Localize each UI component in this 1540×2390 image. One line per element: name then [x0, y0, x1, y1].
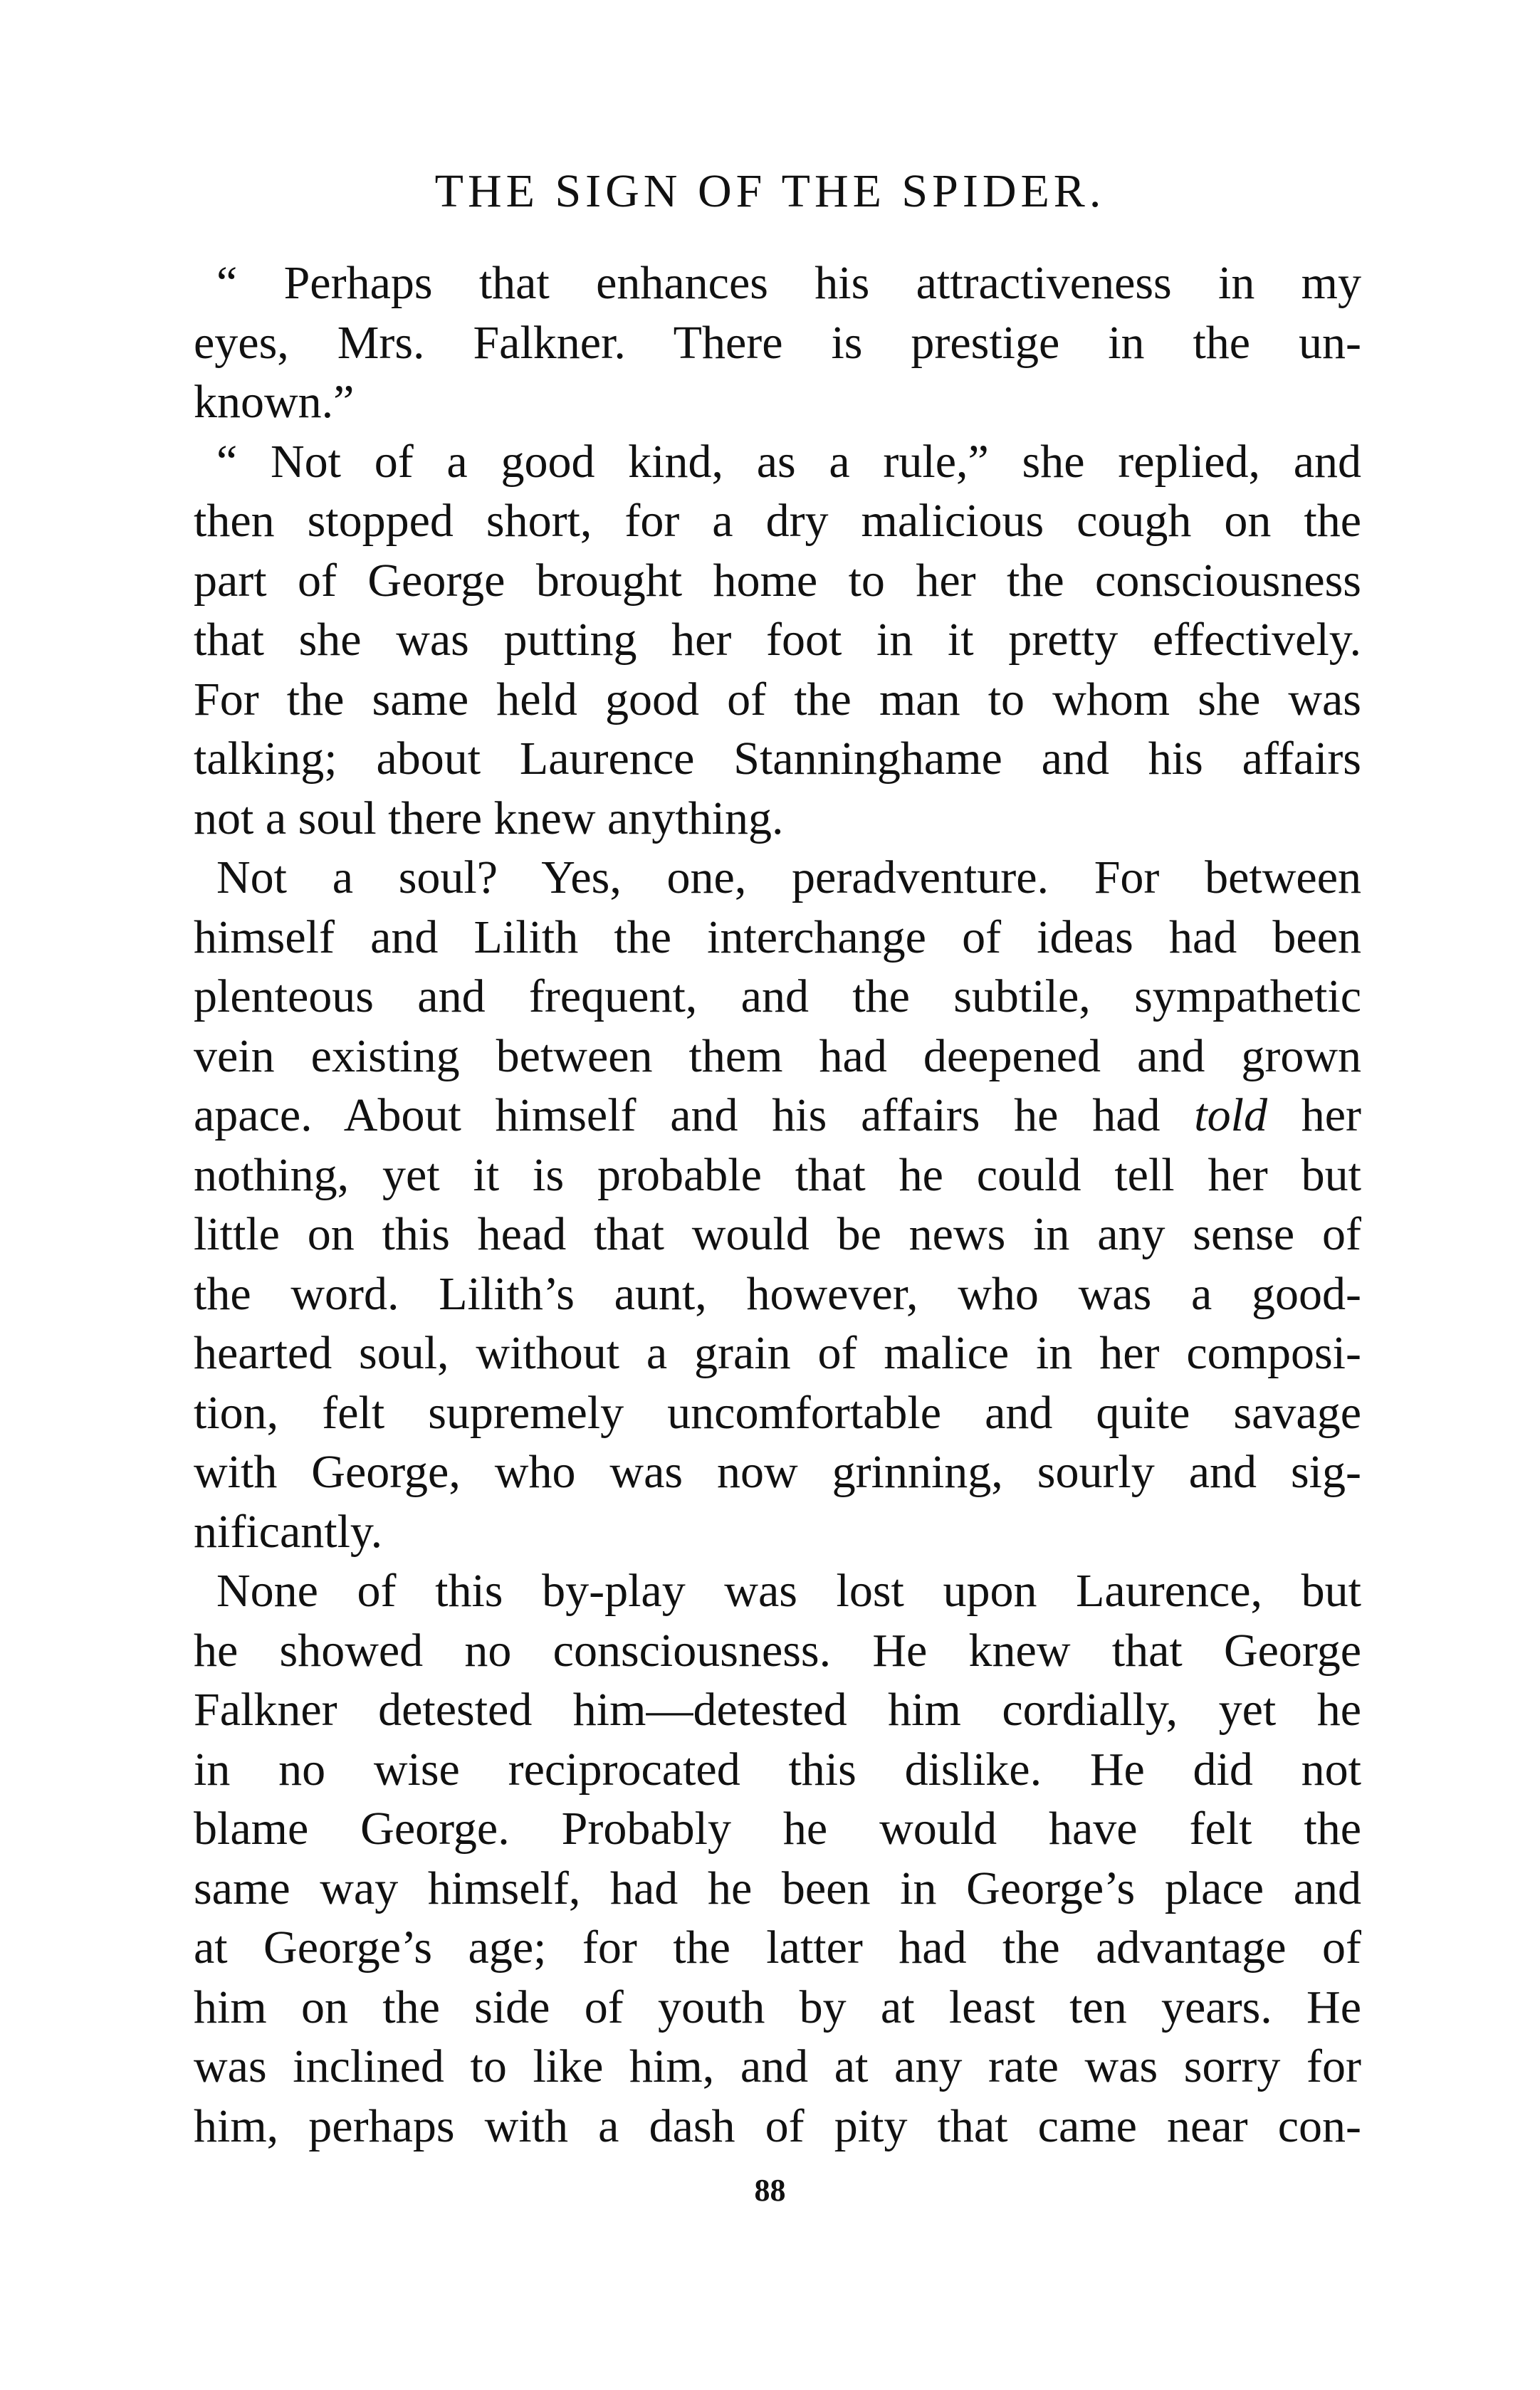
- text-line: vein existing between them had deepened and grown: [194, 1029, 1361, 1082]
- text-line: “ Perhaps that enhances his attractiveness in my: [216, 257, 1361, 309]
- text-line: not a soul there knew anything.: [194, 792, 784, 844]
- text-segment: her: [1267, 1089, 1361, 1141]
- text-line: Not a soul? Yes, one, peradventure. For between: [216, 851, 1361, 903]
- text-segment: apace. About himself and his affairs he had: [194, 1089, 1195, 1141]
- text-line: eyes, Mrs. Falkner. There is prestige in the un-: [194, 316, 1361, 369]
- text-line: part of George brought home to her the consciousness: [194, 554, 1361, 607]
- text-line: in no wise reciprocated this dislike. He did not: [194, 1743, 1361, 1796]
- text-line: then stopped short, for a dry malicious cough on the: [194, 495, 1361, 547]
- text-line: tion, felt supremely uncomfortable and quite savage: [194, 1386, 1361, 1439]
- text-line: him on the side of youth by at least ten years. He: [194, 1981, 1361, 2033]
- text-line: hearted soul, without a grain of malice in her composi-: [194, 1327, 1361, 1379]
- text-line: known.”: [194, 376, 355, 428]
- text-line: plenteous and frequent, and the subtile, sympathetic: [194, 970, 1361, 1022]
- text-line: Falkner detested him—detested him cordially, yet he: [194, 1684, 1361, 1736]
- text-line: him, perhaps with a dash of pity that came near con-: [194, 2100, 1361, 2152]
- page-number: 88: [754, 2173, 786, 2208]
- text-line: was inclined to like him, and at any rate was sorry for: [194, 2040, 1361, 2092]
- text-line-with-italic: [194, 1086, 1361, 1146]
- text-line: he showed no consciousness. He knew that George: [194, 1624, 1361, 1677]
- text-line: For the same held good of the man to whom she was: [194, 673, 1361, 725]
- text-line: himself and Lilith the interchange of ideas had been: [194, 911, 1361, 963]
- text-line: at George’s age; for the latter had the advantage of: [194, 1922, 1361, 1974]
- text-line: nificantly.: [194, 1505, 383, 1558]
- text-line: talking; about Laurence Stanninghame and his affairs: [194, 733, 1361, 785]
- text-line: with George, who was now grinning, sourly and sig-: [194, 1446, 1361, 1498]
- paragraph-2: [194, 432, 1361, 849]
- paragraph-4: [194, 1561, 1361, 2156]
- text-line: little on this head that would be news in any sense of: [194, 1208, 1361, 1260]
- body-text: [194, 253, 1361, 2156]
- italic-word: told: [1194, 1089, 1267, 1141]
- text-line: nothing, yet it is probable that he could tell her but: [194, 1148, 1361, 1201]
- text-line: None of this by-play was lost upon Laurence, but: [216, 1565, 1361, 1617]
- paragraph-3: [194, 848, 1361, 1561]
- text-line: the word. Lilith’s aunt, however, who was a good-: [194, 1267, 1361, 1320]
- text-line: “ Not of a good kind, as a rule,” she replied, and: [216, 435, 1361, 488]
- text-line: blame George. Probably he would have felt the: [194, 1803, 1361, 1855]
- paragraph-1: [194, 253, 1361, 432]
- text-line: same way himself, had he been in George’s place and: [194, 1862, 1361, 1914]
- text-line: that she was putting her foot in it pretty effectively.: [194, 614, 1361, 666]
- running-head: THE SIGN OF THE SPIDER.: [434, 165, 1106, 217]
